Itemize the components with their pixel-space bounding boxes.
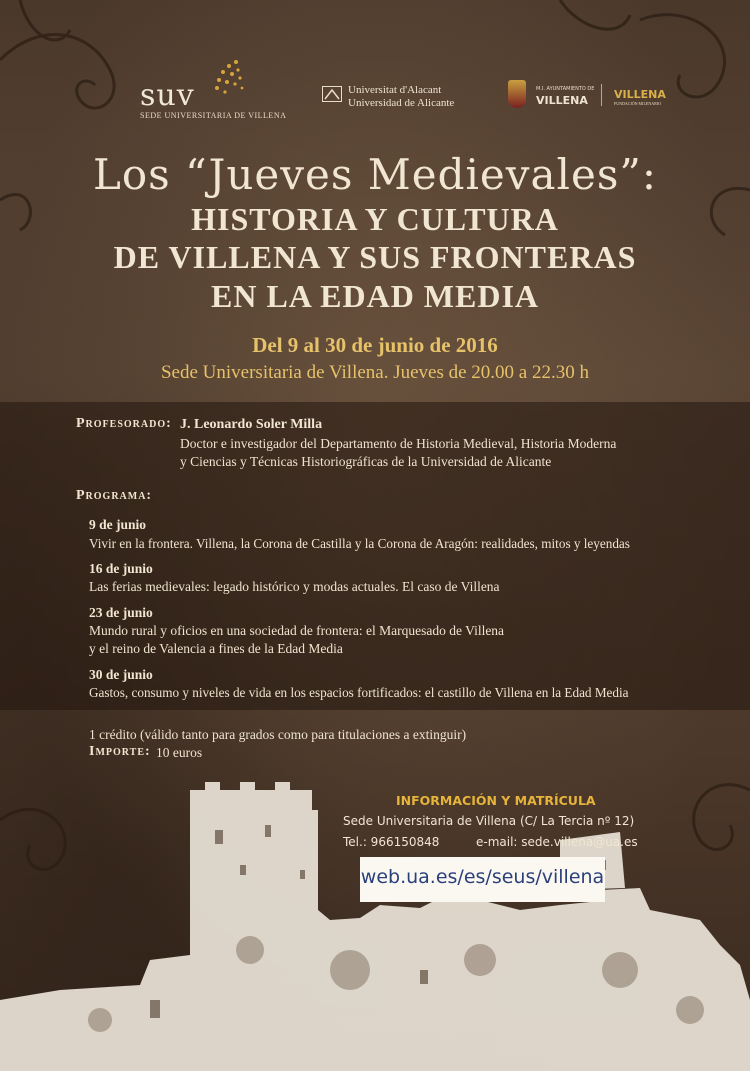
logo-divider [601,84,602,106]
ua-logo-icon [322,86,342,102]
info-title: INFORMACIÓN Y MATRÍCULA [396,793,596,808]
info-phone: Tel.: 966150848 [343,835,440,849]
session-text: Mundo rural y oficios en una sociedad de frontera: el Marquesado de Villena [89,623,505,638]
credit-info: 1 crédito (válido tanto para grados como para titulaciones a extinguir) [89,727,467,742]
villena-brand-logo: VILLENA [614,88,666,101]
session-text: Vivir en la frontera. Villena, la Corona de Castilla y la Corona de Aragón: realidades, mitos y leyendas [89,536,630,551]
event-venue: Sede Universitaria de Villena. Jueves de 20.00 a 22.30 h [160,362,589,383]
professor-description-1: Doctor e investigador del Departamento de Historia Medieval, Historia Moderna [180,436,617,451]
programa-label: Programa: [76,488,153,503]
importe-value: 10 euros [156,745,203,760]
profesorado-label: Profesorado: [76,416,172,431]
title-line-4: EN LA EDAD MEDIA [210,278,540,314]
session-text: Las ferias medievales: legado histórico y modas actuales. El caso de Villena [89,579,500,594]
info-address: Sede Universitaria de Villena (C/ La Tercia nº 12) [343,814,635,828]
professor-name: J. Leonardo Soler Milla [180,417,323,432]
suv-logo-subtitle: SEDE UNIVERSITARIA DE VILLENA [140,111,287,120]
session-date: 9 de junio [89,517,147,532]
suv-logo-text: suv [140,78,195,113]
event-dates: Del 9 al 30 de junio de 2016 [252,333,498,357]
session-date: 30 de junio [89,667,153,682]
session-text: Gastos, consumo y niveles de vida en los espacios fortificados: el castillo de Villena en la Edad Media [89,685,629,700]
title-line-3: DE VILLENA Y SUS FRONTERAS [113,239,637,275]
ayto-name: VILLENA [536,94,588,107]
title-line-2: HISTORIA Y CULTURA [191,201,559,237]
session-date: 16 de junio [89,561,153,576]
ayto-small-text: M.I. AYUNTAMIENTO DE [536,86,595,92]
importe-label: Importe: [89,744,151,759]
ua-logo-line2: Universidad de Alicante [348,97,455,109]
web-link[interactable]: web.ua.es/es/seus/villena [360,866,605,888]
ua-logo-line1: Universitat d'Alacant [348,84,442,96]
info-email[interactable]: e-mail: sede.villena@ua.es [476,835,638,849]
session-date: 23 de junio [89,605,153,620]
session-text: y el reino de Valencia a fines de la Edad Media [89,641,343,656]
suv-sun-icon [205,52,245,100]
villena-shield-icon [508,80,526,108]
professor-description-2: y Ciencias y Técnicas Historiográficas de la Universidad de Alicante [180,454,552,469]
villena-brand-subtitle: FUNDACIÓN MILENARIO [614,101,661,106]
title-line-1: Los “Jueves Medievales”: [92,150,657,199]
